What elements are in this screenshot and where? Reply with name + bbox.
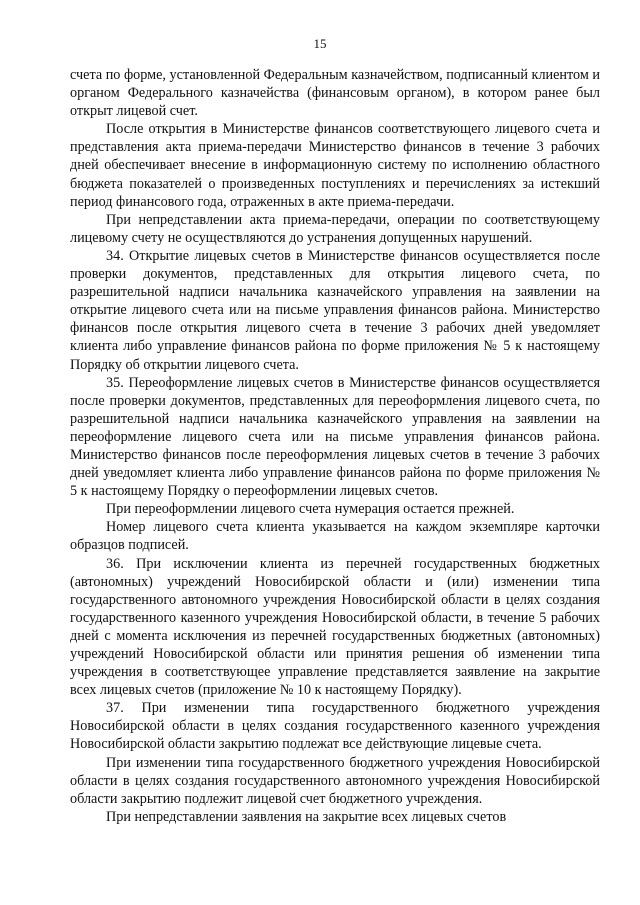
- paragraph-item-36: 36. При исключении клиента из перечней государственных бюджетных (автономных) учреждений Новосибирской области и (или) изменении типа государственного автономного учреждения Новосибирской области в целях создания государственного казенного учреждения Новосибирской области, в течение 5 рабочих дней с момента исключения из перечней государственных бюджетных (автономных) учреждений Новосибирской области или принятия решения об изменении типа учреждения в соответствующее управление представляется заявление на закрытие всех лицевых счетов (приложение № 10 к настоящему Порядку).: [70, 555, 600, 699]
- page-number: 15: [313, 36, 327, 51]
- document-body: [70, 66, 600, 826]
- paragraph: При переоформлении лицевого счета нумерация остается прежней.: [106, 501, 515, 518]
- paragraph-last: При непредставлении заявления на закрытие всех лицевых счетов: [106, 808, 507, 825]
- paragraph-item-35: 35. Переоформление лицевых счетов в Министерстве финансов осуществляется после проверки документов, представленных для переоформления лицевого счета, по разрешительной надписи начальника казначейского управления на заявлении на переоформление лицевого счета или на письме управления финансов района. Министерство финансов после переоформления лицевых счетов в течение 3 рабочих дней уведомляет клиента либо управление финансов района по форме приложения № 5 к настоящему Порядку о переоформлении лицевых счетов.: [70, 374, 600, 500]
- paragraph-item-37: 37. При изменении типа государственного бюджетного учреждения Новосибирской области в целях создания государственного казенного учреждения Новосибирской области закрытию подлежат все действующие лицевые счета.: [70, 700, 600, 753]
- paragraph: При изменении типа государственного бюджетного учреждения Новосибирской области в целях создания государственного автономного учреждения Новосибирской области закрытию подлежит лицевой счет бюджетного учреждения.: [70, 754, 600, 807]
- paragraph: При непредставлении акта приема-передачи, операции по соответствующему лицевому счету не осуществляются до устранения допущенных нарушений.: [70, 211, 600, 246]
- paragraph: Номер лицевого счета клиента указывается на каждом экземпляре карточки образцов подписей.: [70, 519, 600, 554]
- paragraph: После открытия в Министерстве финансов соответствующего лицевого счета и представления акта приема-передачи Министерство финансов в течение 3 рабочих дней обеспечивает внесение в информационную систему по исполнению областного бюджета показателей о произведенных поступлениях и перечислениях за истекший период финансового года, отраженных в акте приема-передачи.: [70, 121, 600, 210]
- paragraph-continuation: счета по форме, установленной Федеральным казначейством, подписанный клиентом и органом Федерального казначейства (финансовым органом), в котором ранее был открыт лицевой счет.: [70, 67, 600, 120]
- paragraph-item-34: 34. Открытие лицевых счетов в Министерстве финансов осуществляется после проверки документов, представленных для открытия лицевого счета, по разрешительной надписи начальника казначейского управления на заявлении на открытие лицевого счета или на письме управления финансов района. Министерство финансов после открытия лицевого счета в течение 3 рабочих дней уведомляет клиента либо управление финансов района по форме приложения № 5 к настоящему Порядку об открытии лицевого счета.: [70, 247, 600, 373]
